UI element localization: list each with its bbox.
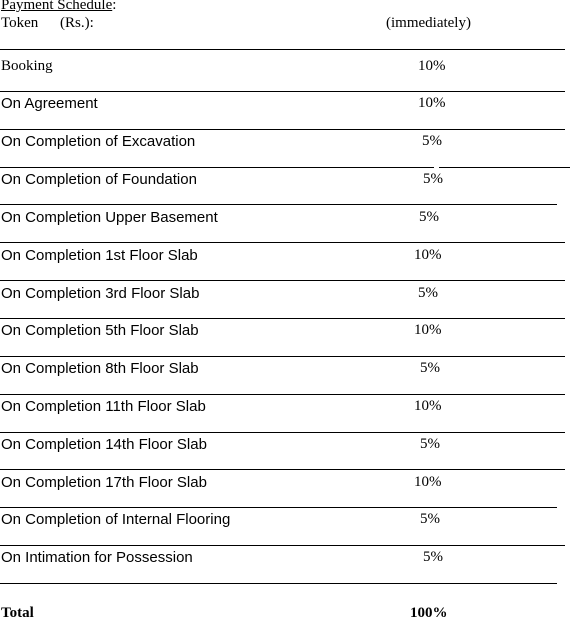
divider xyxy=(0,394,565,395)
divider xyxy=(0,432,565,433)
row-3rd-floor-label: On Completion 3rd Floor Slab xyxy=(1,285,200,302)
divider xyxy=(0,318,565,319)
row-1st-floor-label: On Completion 1st Floor Slab xyxy=(1,247,198,264)
row-internal-flooring-label: On Completion of Internal Flooring xyxy=(1,511,231,528)
token-unit: (Rs.): xyxy=(60,15,94,31)
row-booking-value: 10% xyxy=(418,58,446,74)
divider xyxy=(0,242,565,243)
divider xyxy=(0,356,565,357)
row-8th-floor-value: 5% xyxy=(420,360,440,376)
row-possession-value: 5% xyxy=(423,549,443,565)
row-11th-floor-value: 10% xyxy=(414,398,442,414)
row-upper-basement-label: On Completion Upper Basement xyxy=(1,209,218,226)
row-agreement-value: 10% xyxy=(418,95,446,111)
row-11th-floor-label: On Completion 11th Floor Slab xyxy=(1,398,206,415)
payment-schedule-heading xyxy=(1,0,116,14)
row-1st-floor-value: 10% xyxy=(414,247,442,263)
divider xyxy=(0,469,565,470)
divider xyxy=(0,204,557,205)
row-agreement-label: On Agreement xyxy=(1,95,98,112)
row-upper-basement-value: 5% xyxy=(419,209,439,225)
divider xyxy=(0,280,565,281)
row-17th-floor-label: On Completion 17th Floor Slab xyxy=(1,474,207,491)
row-booking-label: Booking xyxy=(1,58,53,74)
divider xyxy=(0,545,565,546)
heading-label: Payment Schedule xyxy=(1,0,113,13)
total-value: 100% xyxy=(410,605,448,621)
divider xyxy=(0,507,557,508)
row-internal-flooring-value: 5% xyxy=(420,511,440,527)
row-foundation-value: 5% xyxy=(423,171,443,187)
divider xyxy=(0,583,557,584)
row-3rd-floor-value: 5% xyxy=(418,285,438,301)
row-possession-label: On Intimation for Possession xyxy=(1,549,193,566)
row-14th-floor-label: On Completion 14th Floor Slab xyxy=(1,436,207,453)
row-5th-floor-label: On Completion 5th Floor Slab xyxy=(1,322,199,339)
row-foundation-label: On Completion of Foundation xyxy=(1,171,197,188)
token-value: (immediately) xyxy=(386,15,471,31)
row-14th-floor-value: 5% xyxy=(420,436,440,452)
token-label: Token xyxy=(1,15,39,31)
row-8th-floor-label: On Completion 8th Floor Slab xyxy=(1,360,199,377)
divider xyxy=(439,167,570,168)
divider xyxy=(0,91,565,92)
heading-colon: : xyxy=(112,0,117,13)
divider xyxy=(0,49,565,50)
row-17th-floor-value: 10% xyxy=(414,474,442,490)
divider xyxy=(0,167,434,168)
row-excavation-label: On Completion of Excavation xyxy=(1,133,196,150)
row-excavation-value: 5% xyxy=(422,133,442,149)
row-5th-floor-value: 10% xyxy=(414,322,442,338)
divider xyxy=(0,129,565,130)
total-label: Total xyxy=(1,605,34,621)
